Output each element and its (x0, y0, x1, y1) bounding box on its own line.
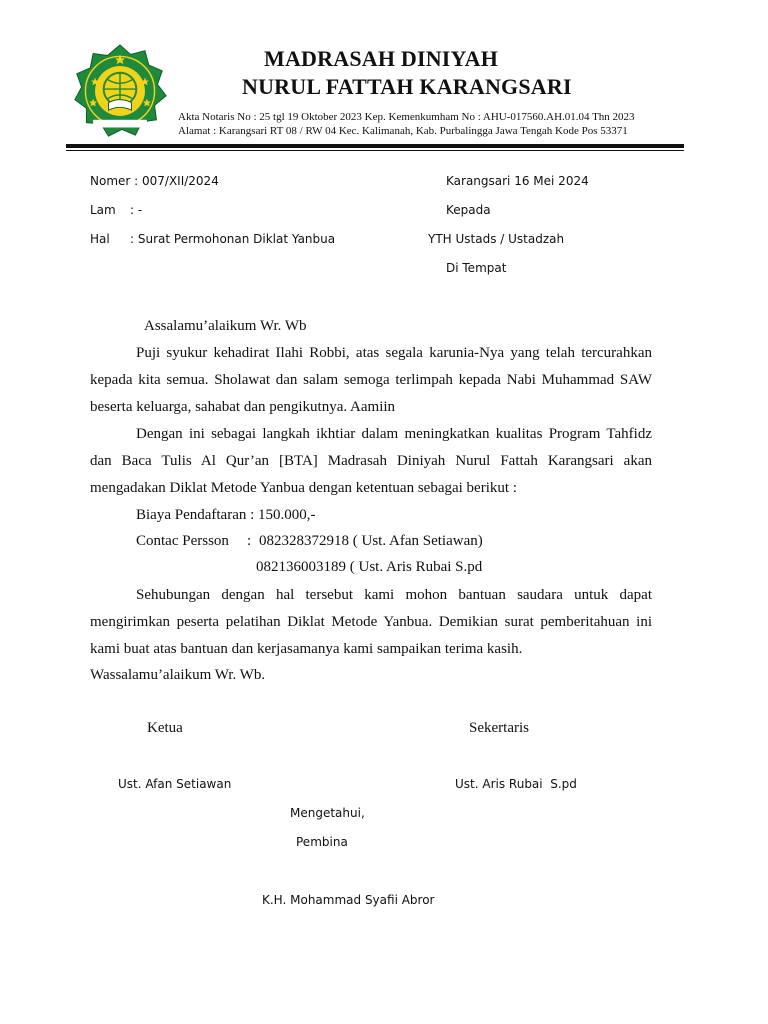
letter-number: Nomer : 007/XII/2024 (90, 174, 219, 188)
paragraph-3-line-1: Sehubungan dengan hal tersebut kami mohon bantuan saudara untuk dapat (136, 587, 652, 603)
to-label: Kepada (446, 203, 491, 217)
letterhead-rule-thin (66, 150, 684, 151)
closing-greeting: Wassalamu’alaikum Wr. Wb. (90, 667, 266, 683)
chairman-title: Ketua (147, 720, 183, 736)
paragraph-2-line-1: Dengan ini sebagai langkah ikhtiar dalam meningkatkan kualitas Program Tahfidz (136, 426, 652, 442)
recipient-place: Di Tempat (446, 261, 507, 275)
contact-separator: : (247, 533, 252, 549)
attachment-value: : - (130, 203, 143, 217)
institution-title-line1: MADRASAH DINIYAH (264, 46, 499, 71)
recipient: YTH Ustads / Ustadzah (428, 232, 565, 246)
notary-info: Akta Notaris No : 25 tgl 19 Oktober 2023 Kep. Kemenkumham No : AHU-017560.AH.01.04 Thn 2023 (178, 111, 635, 123)
registration-fee: Biaya Pendaftaran : 150.000,- (136, 507, 316, 523)
institution-title-line2: NURUL FATTAH KARANGSARI (242, 74, 572, 99)
subject-value: : Surat Permohonan Diklat Yanbua (130, 232, 336, 246)
paragraph-2-line-3: mengadakan Diklat Metode Yanbua dengan ketentuan sebagai berikut : (90, 480, 517, 496)
secretary-name: Ust. Aris Rubai S.pd (455, 777, 577, 791)
contact-label: Contac Persson (136, 533, 229, 549)
chairman-name: Ust. Afan Setiawan (118, 777, 232, 791)
patron-title: Pembina (296, 835, 348, 849)
contact-1: 082328372918 ( Ust. Afan Setiawan) (259, 533, 483, 549)
acknowledged-label: Mengetahui, (290, 806, 365, 820)
patron-name: K.H. Mohammad Syafii Abror (262, 893, 435, 907)
paragraph-1-line-2: kepada kita semua. Sholawat dan salam semoga terlimpah kepada Nabi Muhammad SAW (90, 372, 652, 388)
place-date: Karangsari 16 Mei 2024 (446, 174, 589, 188)
greeting: Assalamu’alaikum Wr. Wb (144, 318, 307, 334)
letterhead-rule-thick (66, 144, 684, 148)
secretary-title: Sekertaris (469, 720, 529, 736)
paragraph-1-line-3: beserta keluarga, sahabat dan pengikutnya. Aamiin (90, 399, 396, 415)
subject-label: Hal (90, 232, 110, 246)
madrasah-logo (72, 43, 168, 139)
paragraph-1-line-1: Puji syukur kehadirat Ilahi Robbi, atas segala karunia-Nya yang telah tercurahkan (136, 345, 652, 361)
address-info: Alamat : Karangsari RT 08 / RW 04 Kec. Kalimanah, Kab. Purbalingga Jawa Tengah Kode Pos 53371 (178, 125, 628, 137)
attachment-label: Lam (90, 203, 116, 217)
contact-2: 082136003189 ( Ust. Aris Rubai S.pd (256, 559, 483, 575)
paragraph-2-line-2: dan Baca Tulis Al Qur’an [BTA] Madrasah Diniyah Nurul Fattah Karangsari akan (90, 453, 652, 469)
paragraph-3-line-3: kami buat atas bantuan dan kerjasamanya kami sampaikan terima kasih. (90, 641, 523, 657)
paragraph-3-line-2: mengirimkan peserta pelatihan Diklat Metode Yanbua. Demikian surat pemberitahuan ini (90, 614, 652, 630)
